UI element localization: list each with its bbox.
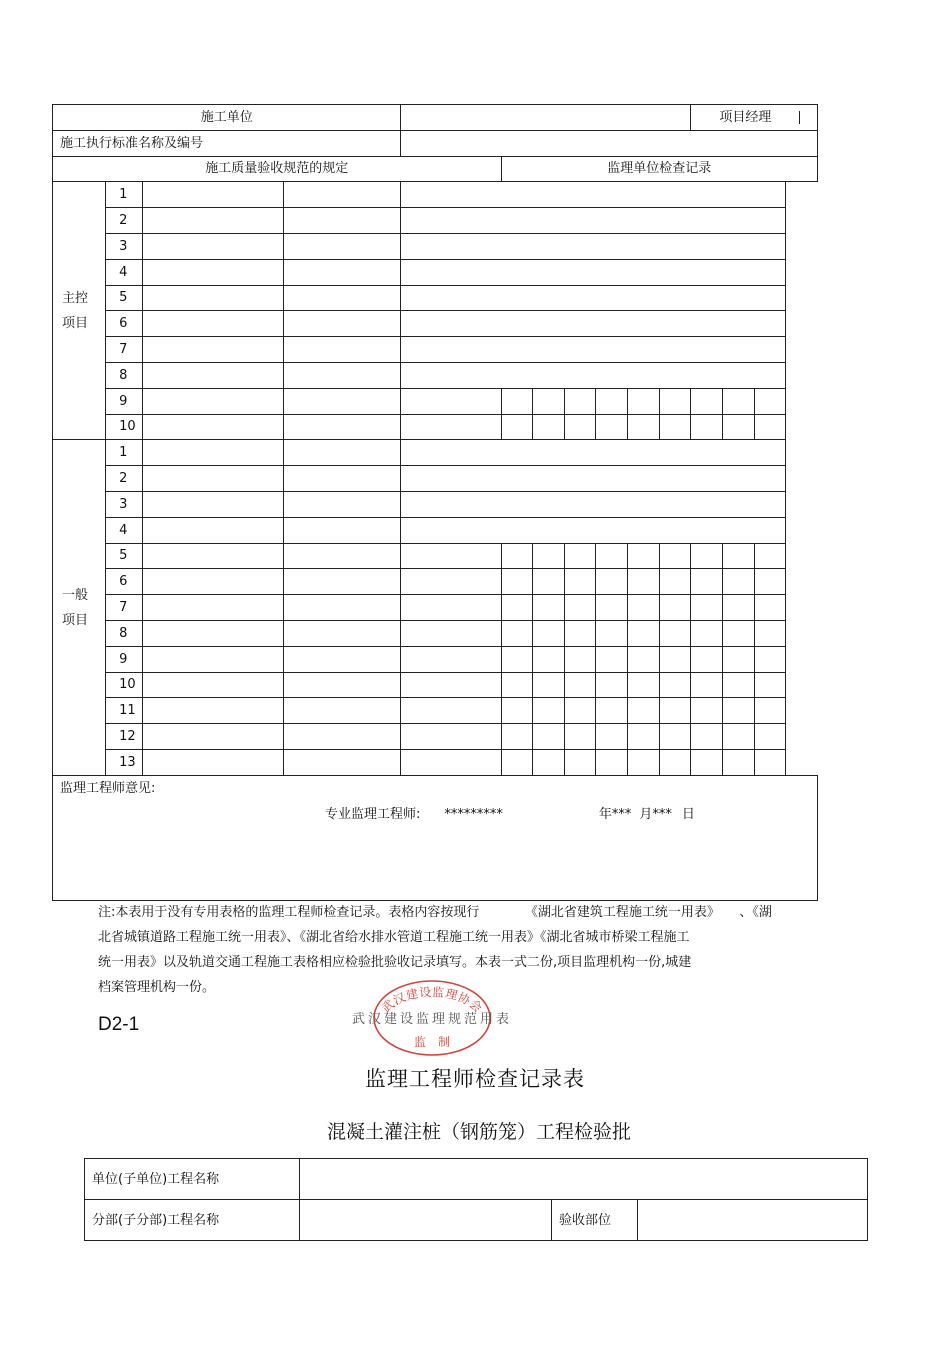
category-label-line-1: 一般 [62,587,89,603]
check-grid-cell[interactable] [501,646,533,672]
check-grid-cell[interactable] [501,414,533,440]
spec-requirement-cell[interactable] [143,285,284,311]
general-row [53,698,818,724]
spec-requirement-cell[interactable] [143,233,284,259]
spec-requirement-cell[interactable] [143,698,284,724]
check-grid-cell[interactable] [754,569,786,595]
main-control-row [53,337,818,363]
item-number: 2 [106,208,143,234]
spec-header: 施工质量验收规范的规定 [53,156,502,182]
check-grid-cell[interactable] [691,543,723,569]
item-number: 5 [106,285,143,311]
spec-value-cell[interactable] [284,259,401,285]
check-grid-cell[interactable] [659,388,691,414]
note-line-3: 统一用表》以及轨道交通工程施工表格相应检验批验收记录填写。本表一式二份,项目监理机构一份,城建 [98,955,692,970]
check-grid-cell[interactable] [401,698,501,724]
unit-project-label: 单位(子单位)工程名称 [85,1159,300,1200]
check-grid-cell[interactable] [659,414,691,440]
general-row [53,569,818,595]
main-control-row [53,182,818,208]
check-grid-cell[interactable] [401,543,501,569]
check-grid-cell[interactable] [533,749,565,775]
check-grid-cell[interactable] [691,672,723,698]
check-grid-cell[interactable] [722,724,754,750]
form-subtitle: 混凝土灌注桩（钢筋笼）工程检验批 [326,1121,631,1143]
item-number: 3 [106,233,143,259]
item-number: 4 [106,259,143,285]
check-grid-cell[interactable] [659,698,691,724]
check-grid-cell[interactable] [401,414,501,440]
item-number: 2 [106,466,143,492]
project-manager-label: 项目经理 [691,111,800,124]
spec-requirement-cell[interactable] [143,466,284,492]
spec-value-cell[interactable] [284,569,401,595]
check-grid-cell[interactable] [533,698,565,724]
spec-value-cell[interactable] [284,491,401,517]
subdivision-label: 分部(子分部)工程名称 [85,1200,300,1241]
main-control-row [53,311,818,337]
check-grid-cell[interactable] [501,595,533,621]
check-grid-cell[interactable] [722,595,754,621]
check-grid-cell[interactable] [628,414,660,440]
check-grid-cell[interactable] [596,569,628,595]
engineer-signature-value: ********* [444,806,503,822]
check-grid-cell[interactable] [596,698,628,724]
check-grid-cell[interactable] [754,414,786,440]
project-info-table [84,1158,868,1241]
construction-unit-field[interactable] [401,105,691,131]
item-number: 12 [106,724,143,750]
check-grid-cell[interactable] [754,388,786,414]
acceptance-part-label: 验收部位 [552,1200,638,1241]
main-control-row [53,285,818,311]
check-record-cell[interactable] [401,259,786,285]
spec-value-cell[interactable] [284,440,401,466]
check-grid-cell[interactable] [659,646,691,672]
project-manager-cell [691,105,818,131]
check-grid-cell[interactable] [401,620,501,646]
spec-requirement-cell[interactable] [143,337,284,363]
check-grid-cell[interactable] [564,620,596,646]
check-grid-cell[interactable] [596,646,628,672]
spec-value-cell[interactable] [284,672,401,698]
check-grid-cell[interactable] [628,595,660,621]
check-grid-cell[interactable] [659,543,691,569]
spec-value-cell[interactable] [284,311,401,337]
check-grid-cell[interactable] [722,620,754,646]
check-grid-cell[interactable] [596,543,628,569]
check-record-cell[interactable] [401,440,786,466]
check-grid-cell[interactable] [691,749,723,775]
check-grid-cell[interactable] [722,672,754,698]
spec-value-cell[interactable] [284,337,401,363]
main-control-category-label [53,182,106,440]
supervision-header: 监理单位检查记录 [501,156,817,182]
check-grid-cell[interactable] [691,388,723,414]
check-grid-cell[interactable] [722,388,754,414]
spec-requirement-cell[interactable] [143,491,284,517]
spec-requirement-cell[interactable] [143,646,284,672]
engineer-opinion-cell[interactable] [53,775,818,900]
check-grid-cell[interactable] [533,646,565,672]
spec-value-cell[interactable] [284,208,401,234]
spec-value-cell[interactable] [284,233,401,259]
check-grid-cell[interactable] [564,646,596,672]
check-grid-cell[interactable] [533,620,565,646]
general-row [53,646,818,672]
check-grid-cell[interactable] [628,646,660,672]
main-control-row [53,233,818,259]
spec-value-cell[interactable] [284,698,401,724]
spec-requirement-cell[interactable] [143,672,284,698]
check-record-cell[interactable] [401,466,786,492]
item-number: 1 [106,182,143,208]
check-grid-cell[interactable] [501,749,533,775]
check-grid-cell[interactable] [754,620,786,646]
spec-requirement-cell[interactable] [143,362,284,388]
spec-value-cell[interactable] [284,414,401,440]
check-grid-cell[interactable] [754,724,786,750]
check-grid-cell[interactable] [401,646,501,672]
spec-value-cell[interactable] [284,595,401,621]
general-row [53,620,818,646]
check-grid-cell[interactable] [628,672,660,698]
check-grid-cell[interactable] [564,749,596,775]
check-grid-cell[interactable] [564,388,596,414]
check-grid-cell[interactable] [754,595,786,621]
spec-requirement-cell[interactable] [143,311,284,337]
item-number: 8 [106,620,143,646]
item-number: 5 [106,543,143,569]
spec-requirement-cell[interactable] [143,620,284,646]
spec-requirement-cell[interactable] [143,749,284,775]
item-number: 11 [106,698,143,724]
check-grid-cell[interactable] [628,620,660,646]
spec-requirement-cell[interactable] [143,182,284,208]
check-grid-cell[interactable] [564,724,596,750]
general-row [53,724,818,750]
check-grid-cell[interactable] [564,414,596,440]
general-row [53,517,818,543]
check-record-cell[interactable] [401,182,786,208]
association-stamp [345,978,520,1058]
construction-unit-label: 施工单位 [53,105,401,131]
note-line-4: 档案管理机构一份。 [98,980,216,995]
check-grid-cell[interactable] [564,569,596,595]
check-grid-cell[interactable] [754,646,786,672]
standard-label: 施工执行标准名称及编号 [53,130,401,156]
item-number: 6 [106,311,143,337]
check-grid-cell[interactable] [501,388,533,414]
check-grid-cell[interactable] [754,672,786,698]
item-number: 1 [106,440,143,466]
spec-requirement-cell[interactable] [143,543,284,569]
check-grid-cell[interactable] [401,569,501,595]
stamp-middle-text: 武汉建设监理规范用表 [351,1012,513,1027]
check-grid-cell[interactable] [691,724,723,750]
spec-requirement-cell[interactable] [143,414,284,440]
check-grid-cell[interactable] [659,672,691,698]
check-grid-cell[interactable] [628,543,660,569]
subdivision-field[interactable] [300,1200,552,1241]
item-number: 9 [106,388,143,414]
spec-requirement-cell[interactable] [143,569,284,595]
check-grid-cell[interactable] [691,698,723,724]
item-number: 7 [106,595,143,621]
check-grid-cell[interactable] [501,698,533,724]
acceptance-part-field[interactable] [638,1200,868,1241]
check-grid-cell[interactable] [564,595,596,621]
note-line-1: 注:本表用于没有专用表格的监理工程师检查记录。表格内容按现行 《湖北省建筑工程施工统一用表》 、《湖 [98,905,772,920]
item-number: 13 [106,749,143,775]
check-grid-cell[interactable] [533,414,565,440]
main-control-row [53,362,818,388]
spec-value-cell[interactable] [284,724,401,750]
check-grid-cell[interactable] [501,620,533,646]
check-grid-cell[interactable] [501,724,533,750]
check-grid-cell[interactable] [533,672,565,698]
spec-requirement-cell[interactable] [143,440,284,466]
spec-requirement-cell[interactable] [143,724,284,750]
category-label-line-1: 主控 [62,290,89,306]
item-number: 3 [106,491,143,517]
check-grid-cell[interactable] [754,698,786,724]
check-grid-cell[interactable] [659,749,691,775]
engineer-label: 专业监理工程师: [325,806,421,822]
spec-value-cell[interactable] [284,182,401,208]
check-grid-cell[interactable] [628,749,660,775]
check-grid-cell[interactable] [596,414,628,440]
item-number: 7 [106,337,143,363]
check-grid-cell[interactable] [659,724,691,750]
general-row [53,466,818,492]
spec-value-cell[interactable] [284,749,401,775]
stamp-bottom-text: 监 制 [413,1035,451,1049]
item-number: 4 [106,517,143,543]
note-line-2: 北省城镇道路工程施工统一用表》、《湖北省给水排水管道工程施工统一用表》《湖北省城市桥梁工程施工 [98,930,690,945]
unit-project-field[interactable] [300,1159,868,1200]
check-grid-cell[interactable] [754,543,786,569]
check-grid-cell[interactable] [628,569,660,595]
check-grid-cell[interactable] [596,749,628,775]
engineer-opinion-label: 监理工程师意见: [60,780,156,796]
inspection-record-table [52,104,818,901]
check-grid-cell[interactable] [691,646,723,672]
item-number: 9 [106,646,143,672]
check-grid-cell[interactable] [659,620,691,646]
spec-requirement-cell[interactable] [143,595,284,621]
check-grid-cell[interactable] [596,388,628,414]
check-grid-cell[interactable] [596,724,628,750]
check-grid-cell[interactable] [659,569,691,595]
check-grid-cell[interactable] [659,595,691,621]
spec-requirement-cell[interactable] [143,388,284,414]
check-grid-cell[interactable] [533,543,565,569]
check-grid-cell[interactable] [401,595,501,621]
check-grid-cell[interactable] [596,595,628,621]
spec-value-cell[interactable] [284,388,401,414]
check-grid-cell[interactable] [722,543,754,569]
form-code: D2-1 [98,1014,140,1035]
date-year: 年*** [598,806,632,822]
check-grid-cell[interactable] [691,569,723,595]
check-grid-cell[interactable] [628,724,660,750]
spec-value-cell[interactable] [284,285,401,311]
check-grid-cell[interactable] [401,388,501,414]
check-grid-cell[interactable] [564,698,596,724]
spec-value-cell[interactable] [284,620,401,646]
check-grid-cell[interactable] [754,749,786,775]
check-grid-cell[interactable] [596,672,628,698]
standard-field[interactable] [401,130,818,156]
stamp-arc-text: 武汉建设监理协会 [378,985,486,1016]
spec-requirement-cell[interactable] [143,517,284,543]
project-manager-field[interactable] [800,111,817,124]
check-grid-cell[interactable] [691,595,723,621]
check-grid-cell[interactable] [722,646,754,672]
spec-value-cell[interactable] [284,466,401,492]
general-row [53,595,818,621]
spec-value-cell[interactable] [284,362,401,388]
check-record-cell[interactable] [401,208,786,234]
main-control-row [53,208,818,234]
check-grid-cell[interactable] [533,724,565,750]
general-category-label [53,440,106,775]
check-record-cell[interactable] [401,517,786,543]
date-month: 月*** [639,806,672,822]
check-record-cell[interactable] [401,285,786,311]
check-grid-cell[interactable] [722,749,754,775]
general-row [53,491,818,517]
check-grid-cell[interactable] [628,388,660,414]
check-grid-cell[interactable] [564,543,596,569]
check-grid-cell[interactable] [722,698,754,724]
check-grid-cell[interactable] [596,620,628,646]
check-record-cell[interactable] [401,491,786,517]
check-grid-cell[interactable] [501,543,533,569]
spec-requirement-cell[interactable] [143,208,284,234]
check-grid-cell[interactable] [564,672,596,698]
date-day: 日 [681,806,695,822]
spec-requirement-cell[interactable] [143,259,284,285]
check-grid-cell[interactable] [501,672,533,698]
item-number: 10 [106,414,143,440]
check-grid-cell[interactable] [533,595,565,621]
general-row [53,749,818,775]
check-record-cell[interactable] [401,337,786,363]
check-grid-cell[interactable] [401,724,501,750]
check-grid-cell[interactable] [401,749,501,775]
check-grid-cell[interactable] [533,388,565,414]
check-grid-cell[interactable] [722,414,754,440]
main-control-row [53,414,818,440]
check-grid-cell[interactable] [501,569,533,595]
item-number: 6 [106,569,143,595]
spec-value-cell[interactable] [284,543,401,569]
signature-line [325,808,695,821]
main-control-row [53,388,818,414]
spec-value-cell[interactable] [284,517,401,543]
check-grid-cell[interactable] [691,620,723,646]
category-label-line-2: 项目 [62,315,89,331]
main-control-row [53,259,818,285]
check-record-cell[interactable] [401,362,786,388]
check-grid-cell[interactable] [722,569,754,595]
item-number: 8 [106,362,143,388]
check-record-cell[interactable] [401,233,786,259]
item-number: 10 [106,672,143,698]
spec-value-cell[interactable] [284,646,401,672]
general-row [53,440,818,466]
check-grid-cell[interactable] [691,414,723,440]
general-row [53,672,818,698]
form-title: 监理工程师检查记录表 [365,1067,585,1091]
check-grid-cell[interactable] [533,569,565,595]
category-label-line-2: 项目 [62,612,89,628]
check-grid-cell[interactable] [401,672,501,698]
check-record-cell[interactable] [401,311,786,337]
check-grid-cell[interactable] [628,698,660,724]
general-row [53,543,818,569]
